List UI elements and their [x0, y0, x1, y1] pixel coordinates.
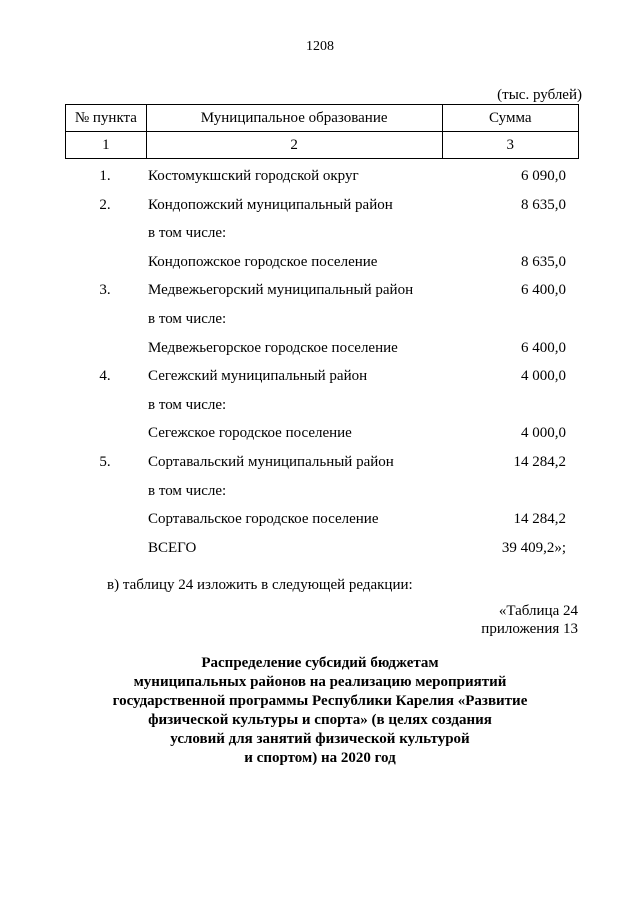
- row-value: 39 409,2»;: [501, 539, 566, 556]
- row-number: 2.: [99, 196, 111, 213]
- title-line: Распределение субсидий бюджетам: [201, 655, 439, 671]
- table-row: [0, 424, 640, 453]
- title-line: условий для занятий физической культурой: [170, 731, 470, 747]
- units-label: (тыс. рублей): [497, 87, 582, 103]
- header-number: № пункта: [66, 105, 147, 132]
- table-row: [0, 482, 640, 511]
- header-row: [66, 105, 579, 132]
- table-row: [0, 224, 640, 253]
- row-number: 5.: [99, 453, 111, 470]
- row-name: Кондопожский муниципальный район: [148, 196, 393, 213]
- row-name: в том числе:: [148, 225, 227, 242]
- table-row: [0, 510, 640, 539]
- table-reference-line-1: «Таблица 24: [498, 603, 578, 619]
- column-number-3: 3: [442, 132, 578, 159]
- table-row: [0, 167, 640, 196]
- instruction-text: в) таблицу 24 изложить в следующей редакции:: [107, 577, 413, 593]
- row-name: Кондопожское городское поселение: [148, 253, 378, 270]
- row-name: Медвежьегорский муниципальный район: [148, 282, 414, 299]
- title-line: физической культуры и спорта» (в целях создания: [148, 712, 492, 728]
- row-number: 4.: [99, 368, 111, 385]
- table-header: [65, 104, 579, 159]
- table-row: [0, 196, 640, 225]
- table-row: [0, 281, 640, 310]
- table-row: [0, 539, 640, 568]
- title-line: и спортом) на 2020 год: [244, 750, 396, 766]
- table-reference-line-2: приложения 13: [481, 621, 578, 637]
- column-number-1: 1: [66, 132, 147, 159]
- row-value: 14 284,2: [513, 511, 566, 528]
- table-row: [0, 396, 640, 425]
- table-title: [0, 654, 640, 768]
- row-name: Сегежский муниципальный район: [148, 368, 368, 385]
- row-value: 4 000,0: [521, 425, 566, 442]
- row-number: 1.: [99, 168, 111, 184]
- row-name: Сортавальский муниципальный район: [148, 453, 394, 470]
- page-number: 1208: [306, 39, 334, 54]
- row-value: 8 635,0: [521, 196, 566, 213]
- header-municipality: Муниципальное образование: [146, 105, 442, 132]
- row-value: 6 400,0: [521, 282, 566, 299]
- table-row: [0, 453, 640, 482]
- table-row: [0, 367, 640, 396]
- row-name: ВСЕГО: [148, 539, 197, 556]
- row-name: Костомукшский городской округ: [148, 168, 359, 184]
- title-line: государственной программы Республики Карелия «Развитие: [112, 693, 528, 709]
- row-name: в том числе:: [148, 310, 227, 327]
- row-value: 6 400,0: [521, 339, 566, 356]
- table-row: [0, 339, 640, 368]
- header-sum: Сумма: [442, 105, 578, 132]
- row-name: Сортавальское городское поселение: [148, 511, 379, 528]
- table-body: [0, 167, 640, 567]
- row-name: Медвежьегорское городское поселение: [148, 339, 398, 356]
- table-row: [0, 253, 640, 282]
- row-value: 14 284,2: [513, 453, 566, 470]
- column-number-row: [66, 132, 579, 159]
- row-value: 4 000,0: [521, 368, 566, 385]
- row-value: 8 635,0: [521, 253, 566, 270]
- row-number: 3.: [99, 282, 111, 299]
- table-row: [0, 310, 640, 339]
- row-name: в том числе:: [148, 482, 227, 499]
- column-number-2: 2: [146, 132, 442, 159]
- row-name: Сегежское городское поселение: [148, 425, 352, 442]
- row-value: 6 090,0: [521, 168, 566, 184]
- row-name: в том числе:: [148, 396, 227, 413]
- title-line: муниципальных районов на реализацию мероприятий: [133, 674, 507, 690]
